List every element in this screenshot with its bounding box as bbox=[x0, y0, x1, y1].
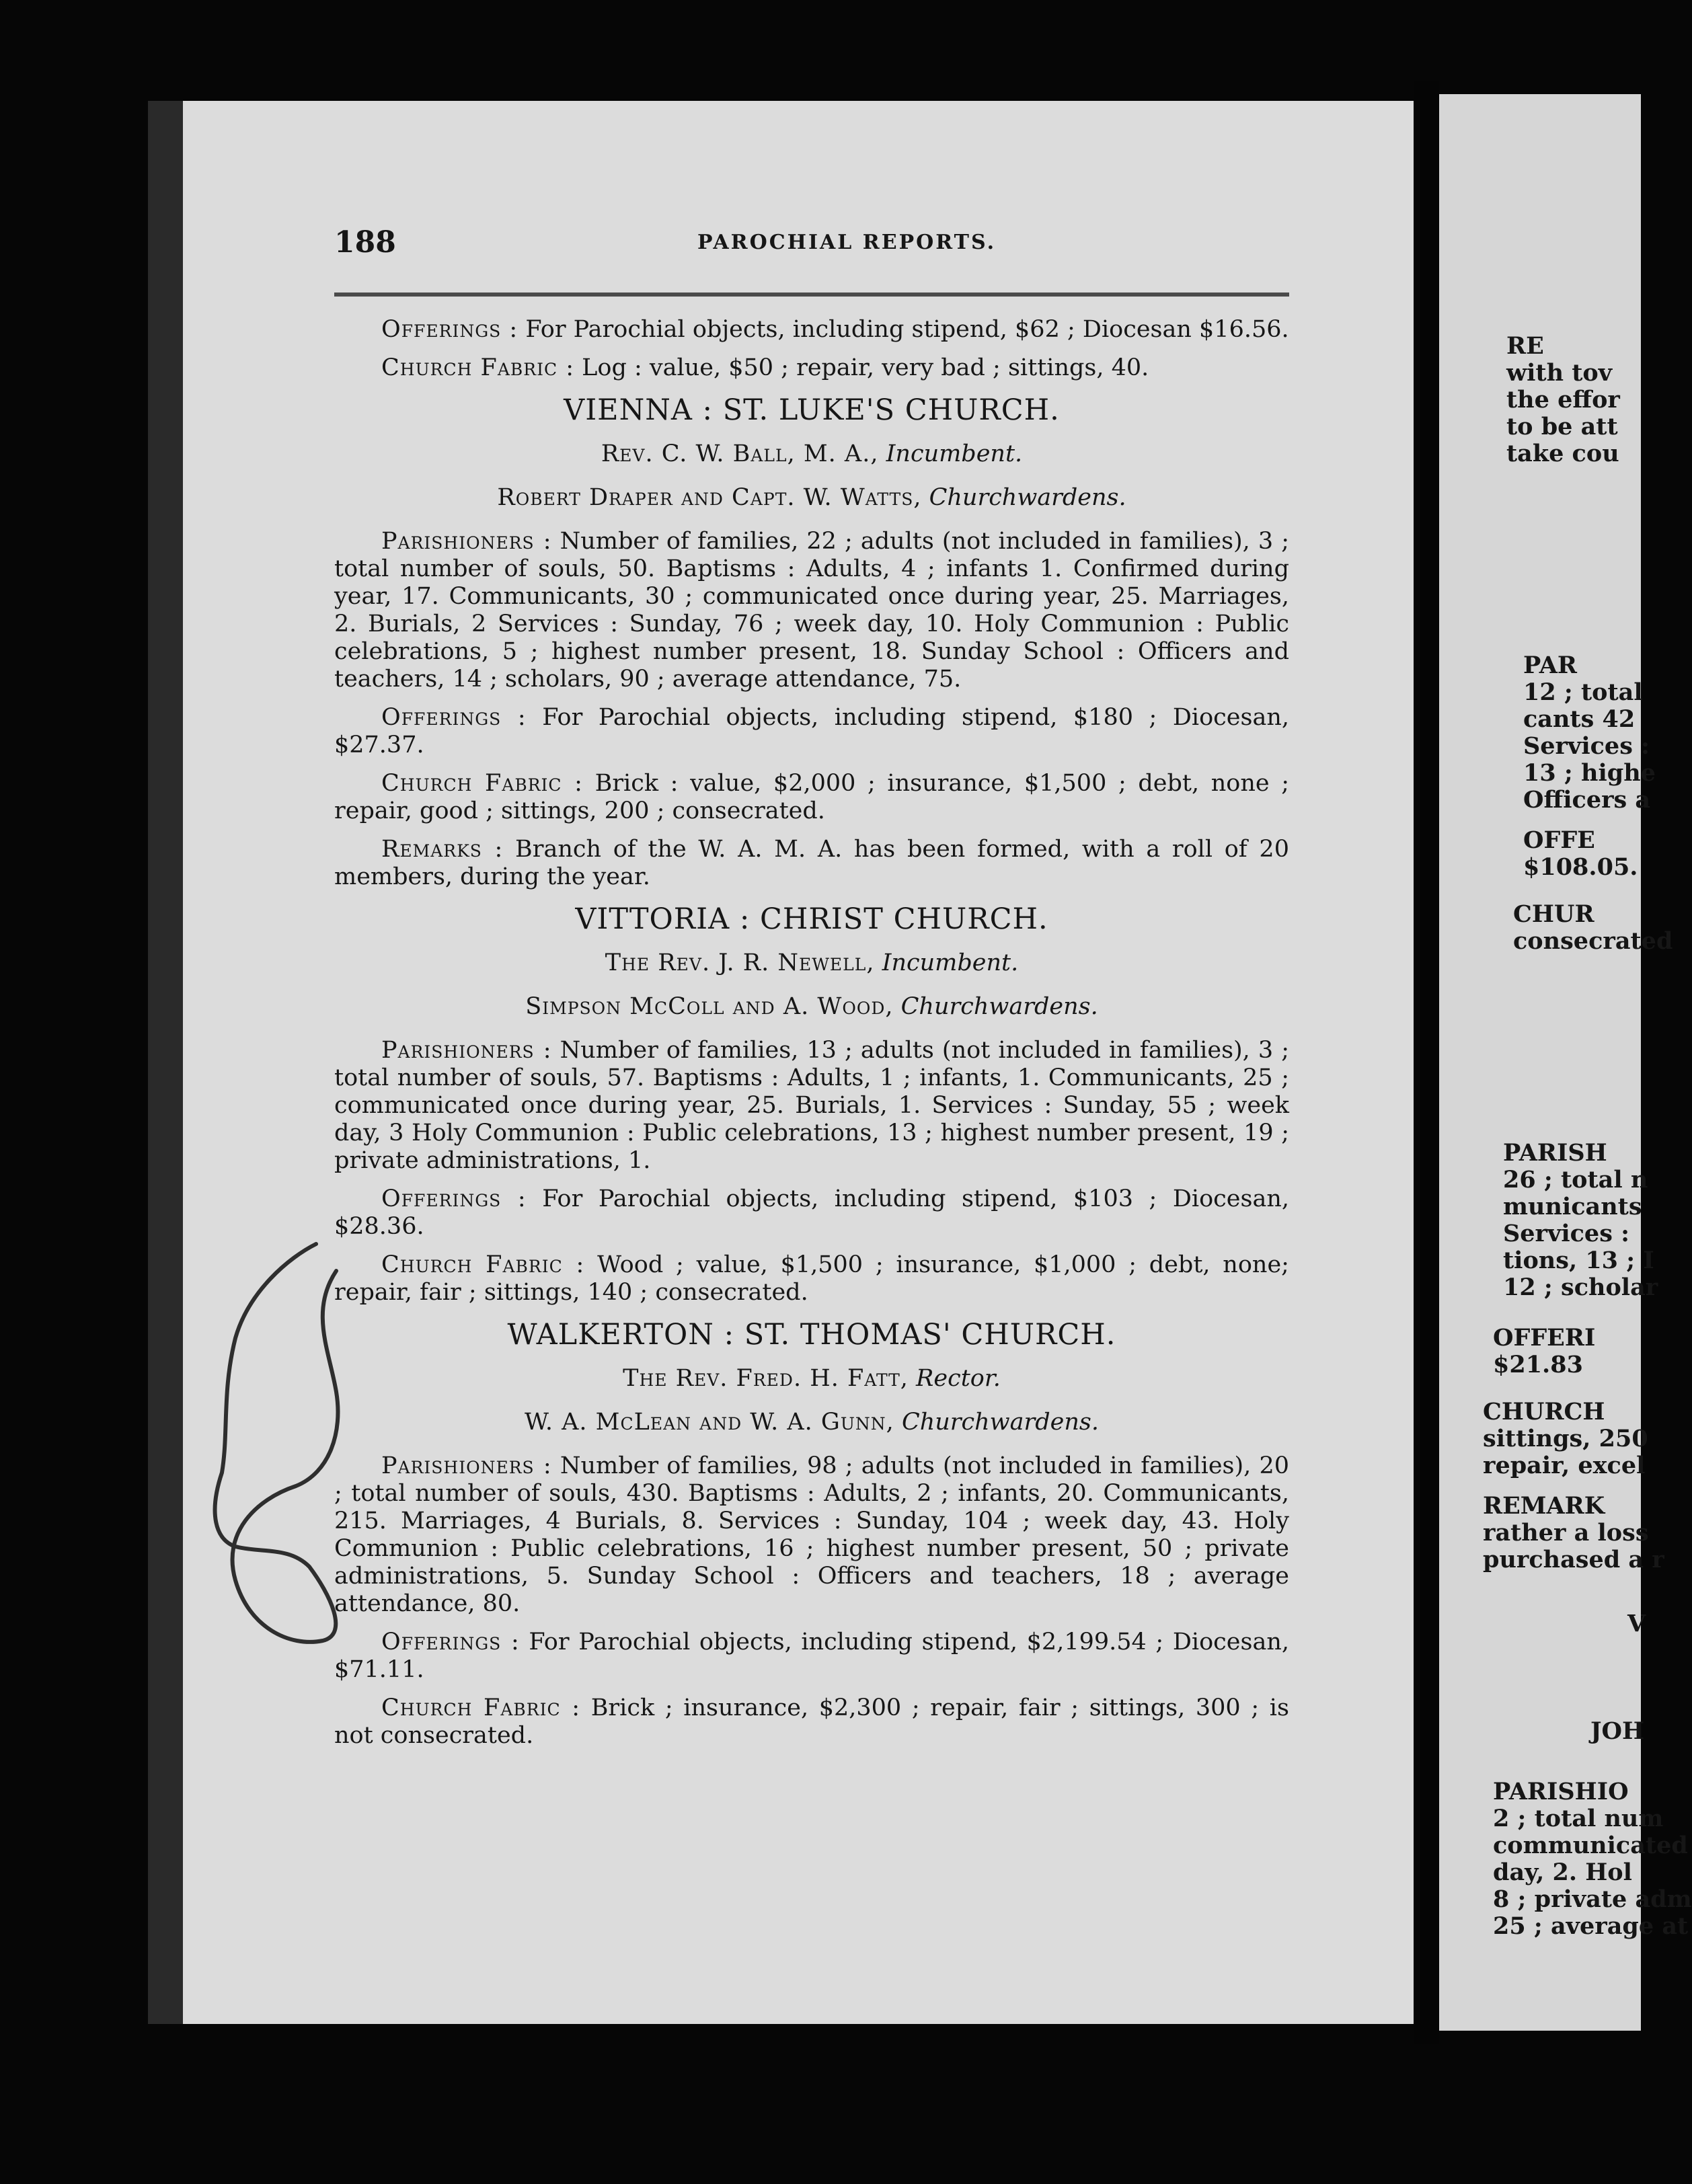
right-block-7: CHURCH sittings, 250 repair, excel bbox=[1483, 1398, 1648, 1479]
incumbent-line: The Rev. J. R. Newell, Incumbent. bbox=[605, 949, 1019, 976]
running-title: PAROCHIAL REPORTS. bbox=[697, 231, 997, 254]
right-block-8: REMARK rather a loss purchased a r bbox=[1483, 1492, 1664, 1573]
church-heading: VITTORIA : CHRIST CHURCH. bbox=[575, 902, 1048, 936]
right-block-4: CHUR consecrated bbox=[1513, 900, 1673, 955]
church-heading: WALKERTON : ST. THOMAS' CHURCH. bbox=[507, 1318, 1116, 1352]
incumbent-line: Rev. C. W. Ball, M. A., Incumbent. bbox=[601, 440, 1023, 467]
parishioners-paragraph: Parishioners : Number of families, 13 ; adults (not included in families), 3 ; total number of souls, 57. Baptisms : Adults, 1 ; infants, 1. Communicants, 25 ; communicated once during year, 25. Burials, 1. Services : Sunday, 55 ; week day, 3 Holy Communion : Public celebrations, 13 ; highest number present, 19 ; private administrations, 1. bbox=[334, 1037, 1289, 1174]
fabric-paragraph: Church Fabric : Brick ; insurance, $2,300 ; repair, fair ; sittings, 300 ; is not consecrated. bbox=[334, 1694, 1289, 1749]
right-block-1: RE with tov the effor to be att take cou bbox=[1506, 332, 1620, 467]
pen-scribble bbox=[208, 1231, 403, 1647]
fabric-paragraph: Church Fabric : Brick : value, $2,000 ; insurance, $1,500 ; debt, none ; repair, good ; sittings, 200 ; consecrated. bbox=[334, 770, 1289, 824]
parishioners-paragraph: Parishioners : Number of families, 98 ; adults (not included in families), 20 ; total number of souls, 430. Baptisms : Adults, 2 ; infants, 20. Communicants, 215. Marriages, 4 Burials, 8. Services : Sunday, 104 ; week day, 43. Holy Communion : Public celebrations, 16 ; highest number present, 50 ; private administrations, 5. Sunday School : Officers and teachers, 18 ; average attendance, 80. bbox=[334, 1452, 1290, 1617]
right-block-5: PARISH 26 ; total n municants Services : tions, 13 ; I 12 ; scholar bbox=[1503, 1139, 1658, 1301]
page-header bbox=[334, 225, 1424, 272]
page-body bbox=[334, 316, 1289, 1760]
church-heading: VIENNA : ST. LUKE'S CHURCH. bbox=[564, 393, 1060, 427]
right-block-10: JOH bbox=[1590, 1717, 1645, 1745]
offerings-paragraph: Offerings : For Parochial objects, including stipend, $2,199.54 ; Diocesan, $71.11. bbox=[334, 1629, 1289, 1683]
wardens-line: Simpson McColl and A. Wood, Churchwardens. bbox=[525, 993, 1098, 1020]
right-block-9: V bbox=[1627, 1610, 1646, 1637]
right-block-3: OFFE $108.05. bbox=[1523, 826, 1638, 881]
page-number: 188 bbox=[334, 225, 396, 260]
offerings-paragraph: Offerings : For Parochial objects, including stipend, $180 ; Diocesan, $27.37. bbox=[334, 704, 1289, 758]
page-gutter bbox=[1414, 81, 1439, 2044]
parishioners-paragraph: Parishioners : Number of families, 22 ; adults (not included in families), 3 ; total number of souls, 50. Baptisms : Adults, 4 ; infants 1. Confirmed during year, 17. Communicants, 30 ; communicated once during year, 25. Marriages, 2. Burials, 2 Services : Sunday, 76 ; week day, 10. Holy Communion : Public celebrations, 5 ; highest number present, 18. Sunday School : Officers and teachers, 14 ; scholars, 90 ; average attendance, 75. bbox=[334, 528, 1289, 693]
remarks-paragraph: Remarks : Branch of the W. A. M. A. has been formed, with a roll of 20 members, during the year. bbox=[334, 836, 1289, 890]
right-page-fragment bbox=[1439, 94, 1692, 2031]
left-page bbox=[183, 101, 1414, 2024]
header-rule bbox=[334, 292, 1289, 297]
right-block-6: OFFERI $21.83 bbox=[1493, 1324, 1596, 1378]
wardens-line: Robert Draper and Capt. W. Watts, Churchwardens. bbox=[497, 484, 1126, 511]
right-block-2: PAR 12 ; total cants 42 Services : 13 ; highe Officers a bbox=[1523, 652, 1656, 814]
offerings-paragraph: Offerings : For Parochial objects, including stipend, $103 ; Diocesan, $28.36. bbox=[334, 1185, 1289, 1240]
fabric-paragraph: Church Fabric : Wood ; value, $1,500 ; insurance, $1,000 ; debt, none; repair, fair ; sittings, 140 ; consecrated. bbox=[334, 1251, 1289, 1306]
incumbent-line: The Rev. Fred. H. Fatt, Rector. bbox=[623, 1365, 1001, 1392]
wardens-line: W. A. McLean and W. A. Gunn, Churchwardens. bbox=[525, 1409, 1099, 1436]
top-offerings: Offerings : For Parochial objects, including stipend, $62 ; Diocesan $16.56. bbox=[381, 316, 1289, 343]
right-block-11: PARISHIO 2 ; total num communicated day, 2. Hol 8 ; private adm 25 ; average at bbox=[1493, 1778, 1692, 1940]
top-fabric: Church Fabric : Log : value, $50 ; repair, very bad ; sittings, 40. bbox=[381, 354, 1149, 381]
